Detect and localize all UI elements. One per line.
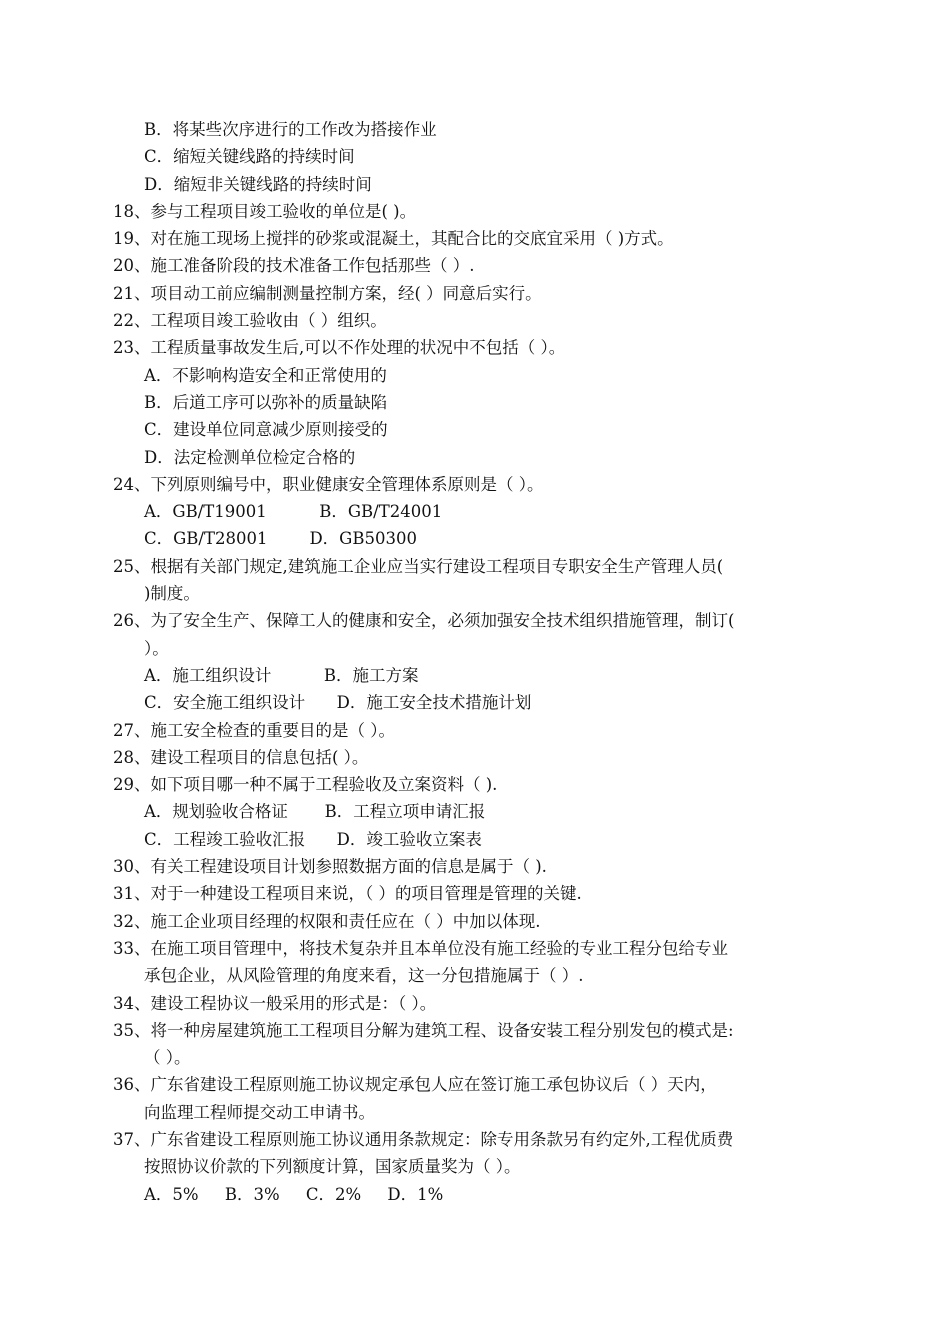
question-21: 21、项目动工前应编制测量控制方案，经( ）同意后实行。 <box>113 283 542 303</box>
question-continuation: 向监理工程师提交动工申请书。 <box>144 1102 375 1122</box>
question-continuation: )制度。 <box>144 584 200 604</box>
option-line: C．建设单位同意减少原则接受的 <box>144 420 388 440</box>
question-31: 31、对于一种建设工程项目来说，（ ）的项目管理是管理的关键. <box>113 884 582 904</box>
option-line: B．后道工序可以弥补的质量缺陷 <box>144 392 388 412</box>
option-line: C．缩短关键线路的持续时间 <box>144 147 355 167</box>
question-18: 18、参与工程项目竣工验收的单位是( )。 <box>113 201 417 221</box>
question-30: 30、有关工程建设项目计划参照数据方面的信息是属于（ ). <box>113 857 547 877</box>
question-24: 24、下列原则编号中，职业健康安全管理体系原则是（ ）。 <box>113 474 544 494</box>
option-line: C．工程竣工验收汇报 D．竣工验收立案表 <box>144 829 482 849</box>
option-line: A．施工组织设计 B．施工方案 <box>144 665 419 685</box>
question-25: 25、根据有关部门规定,建筑施工企业应当实行建设工程项目专职安全生产管理人员( <box>113 556 724 576</box>
option-line: C．安全施工组织设计 D．施工安全技术措施计划 <box>144 693 532 713</box>
question-32: 32、施工企业项目经理的权限和责任应在（ ）中加以体现. <box>113 911 541 931</box>
question-continuation: （ ）。 <box>144 1048 191 1068</box>
question-22: 22、工程项目竣工验收由（ ）组织。 <box>113 311 387 331</box>
question-33: 33、在施工项目管理中，将技术复杂并且本单位没有施工经验的专业工程分包给专业 <box>113 938 728 958</box>
question-35: 35、将一种房屋建筑施工工程项目分解为建筑工程、设备安装工程分别发包的模式是: <box>113 1020 734 1040</box>
option-line: D．法定检测单位检定合格的 <box>144 447 356 467</box>
question-20: 20、施工准备阶段的技术准备工作包括那些（ ）. <box>113 256 475 276</box>
question-29: 29、如下项目哪一种不属于工程验收及立案资料（ ). <box>113 775 498 795</box>
option-line: D．缩短非关键线路的持续时间 <box>144 174 372 194</box>
option-line: A．5% B．3% C．2% D．1% <box>144 1184 444 1204</box>
question-26: 26、为了安全生产、保障工人的健康和安全，必须加强安全技术组织措施管理，制订( <box>113 611 735 631</box>
option-line: B．将某些次序进行的工作改为搭接作业 <box>144 120 437 139</box>
question-continuation: 按照协议价款的下列额度计算，国家质量奖为（ ）。 <box>144 1157 521 1177</box>
question-19: 19、对在施工现场上搅拌的砂浆或混凝土，其配合比的交底宜采用（ )方式。 <box>113 229 674 249</box>
question-36: 36、广东省建设工程原则施工协议规定承包人应在签订施工承包协议后（ ）天内， <box>113 1075 717 1095</box>
question-list <box>0 116 950 1208</box>
question-37: 37、广东省建设工程原则施工协议通用条款规定：除专用条款另有约定外,工程优质费 <box>113 1129 734 1149</box>
question-continuation: 承包企业，从风险管理的角度来看，这一分包措施属于（ ）. <box>144 966 584 986</box>
question-23: 23、工程质量事故发生后,可以不作处理的状况中不包括（ ）。 <box>113 338 566 358</box>
question-34: 34、建设工程协议一般采用的形式是：（ ）。 <box>113 993 437 1013</box>
question-28: 28、建设工程项目的信息包括( ）。 <box>113 747 369 767</box>
option-line: A．规划验收合格证 B．工程立项申请汇报 <box>144 802 486 822</box>
option-line: A．不影响构造安全和正常使用的 <box>144 365 387 385</box>
option-line: C．GB/T28001 D．GB50300 <box>144 529 417 549</box>
option-line: A．GB/T19001 B．GB/T24001 <box>144 502 443 522</box>
question-continuation: ）。 <box>144 638 169 658</box>
question-27: 27、施工安全检查的重要目的是（ ）。 <box>113 720 395 740</box>
